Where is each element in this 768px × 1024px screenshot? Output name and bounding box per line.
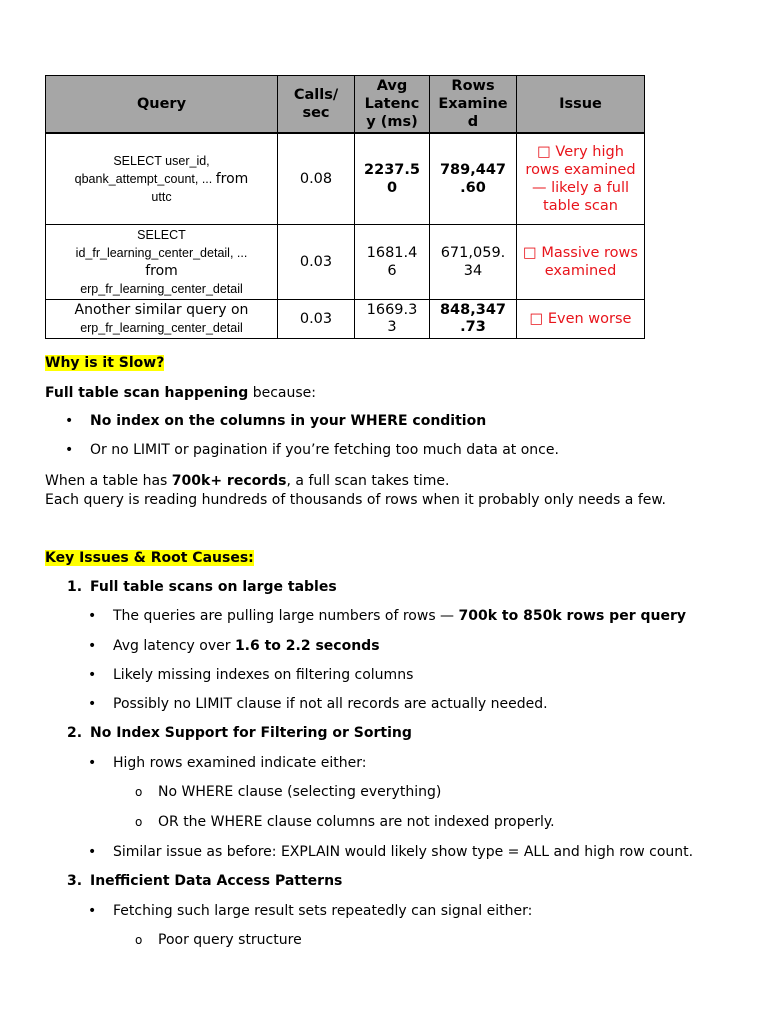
- text-run-bold: 700k to 850k rows per query: [458, 608, 686, 624]
- document-page: [45, 75, 725, 948]
- text-run: Avg latency over: [113, 638, 235, 654]
- sub-bullet-text: Poor query structure: [158, 932, 302, 948]
- item-number: 3.: [67, 873, 83, 889]
- item-title: No Index Support for Filtering or Sorting: [90, 725, 412, 741]
- sub-bullet-glyph: o: [135, 815, 143, 829]
- text-run-bold: 700k+ records: [171, 473, 287, 489]
- text-run-bold: 1.6 to 2.2 seconds: [234, 638, 380, 654]
- latency-cell: 2237.5 0: [355, 133, 430, 225]
- query-table-name: uttc: [151, 190, 172, 204]
- numbered-item-3: [67, 873, 343, 889]
- query-cell: [46, 133, 278, 225]
- key-heading: Key Issues & Root Causes:: [45, 550, 254, 566]
- bullet-text: Fetching such large result sets repeatedly can signal either:: [113, 903, 533, 919]
- bullet-text: Likely missing indexes on filtering columns: [113, 667, 414, 683]
- issue-cell: □ Very high rows examined — likely a full table scan: [517, 133, 645, 225]
- rows-cell: 671,059. 34: [430, 225, 517, 300]
- header-latency: Avg Latenc y (ms): [355, 76, 430, 134]
- item-title: Inefficient Data Access Patterns: [90, 873, 343, 889]
- item-title: Full table scans on large tables: [90, 579, 337, 595]
- list-item: [88, 608, 686, 624]
- query-from: from: [145, 263, 178, 279]
- bullet-text: Similar issue as before: EXPLAIN would likely show type = ALL and high row count.: [113, 844, 694, 860]
- list-item: [65, 413, 487, 429]
- why-bullet-2: Or no LIMIT or pagination if you’re fetching too much data at once.: [90, 442, 559, 458]
- sub-bullet-text: No WHERE clause (selecting everything): [158, 784, 442, 800]
- header-rows: Rows Examine d: [430, 76, 517, 134]
- sub-bullet-glyph: o: [135, 933, 143, 947]
- query-text: Another similar query on: [74, 302, 249, 318]
- query-from: from: [215, 171, 249, 187]
- why-lead-bold: Full table scan happening: [45, 385, 249, 401]
- query-text: SELECT user_id, qbank_attempt_count, ...: [74, 154, 213, 186]
- numbered-item-2: [67, 725, 412, 741]
- key-heading-line: [45, 549, 254, 568]
- query-table: [45, 75, 645, 339]
- table-row: [46, 133, 645, 225]
- sub-list-item: [135, 932, 302, 948]
- text-run: The queries are pulling large numbers of rows —: [113, 608, 459, 624]
- query-cell: [46, 300, 278, 339]
- calls-cell: 0.08: [278, 133, 355, 225]
- query-text: SELECT id_fr_learning_center_detail, ...: [75, 228, 248, 260]
- list-item: [88, 903, 533, 919]
- sub-list-item: [135, 814, 555, 830]
- why-lead-rest: because:: [248, 385, 316, 401]
- table-header-row: [46, 76, 645, 134]
- query-table-name: erp_fr_learning_center_detail: [80, 321, 243, 335]
- item-number: 2.: [67, 725, 83, 741]
- why-lead: [45, 384, 316, 403]
- header-issue: Issue: [517, 76, 645, 134]
- why-paragraph-2: Each query is reading hundreds of thousands of rows when it probably only needs a few.: [45, 492, 666, 508]
- table-row: [46, 225, 645, 300]
- numbered-item-1: [67, 579, 337, 595]
- bullet-text: High rows examined indicate either:: [113, 755, 367, 771]
- bullet-glyph: •: [88, 755, 97, 771]
- bullet-glyph: •: [65, 442, 74, 458]
- text-run: When a table has: [45, 473, 172, 489]
- list-item: [88, 667, 414, 683]
- why-heading-line: [45, 354, 164, 373]
- issue-cell: □ Massive rows examined: [517, 225, 645, 300]
- list-item: [88, 844, 694, 860]
- query-cell: [46, 225, 278, 300]
- calls-cell: 0.03: [278, 300, 355, 339]
- list-item: [88, 638, 380, 654]
- bullet-text: [113, 638, 380, 654]
- list-item: [88, 755, 367, 771]
- text-run: , a full scan takes time.: [286, 473, 450, 489]
- latency-cell: 1681.4 6: [355, 225, 430, 300]
- bullet-glyph: •: [88, 638, 97, 654]
- latency-cell: 1669.3 3: [355, 300, 430, 339]
- sub-list-item: [135, 784, 442, 800]
- item-number: 1.: [67, 579, 83, 595]
- bullet-text: Possibly no LIMIT clause if not all records are actually needed.: [113, 696, 548, 712]
- why-heading: Why is it Slow?: [45, 355, 165, 371]
- bullet-glyph: •: [88, 667, 97, 683]
- rows-cell: 848,347 .73: [430, 300, 517, 339]
- bullet-glyph: •: [88, 844, 97, 860]
- query-table-name: erp_fr_learning_center_detail: [80, 282, 243, 296]
- issue-cell: □ Even worse: [517, 300, 645, 339]
- header-calls: Calls/ sec: [278, 76, 355, 134]
- bullet-glyph: •: [88, 608, 97, 624]
- calls-cell: 0.03: [278, 225, 355, 300]
- why-paragraph-1: [45, 472, 449, 491]
- why-bullet-1: No index on the columns in your WHERE condition: [90, 413, 487, 429]
- sub-bullet-glyph: o: [135, 785, 143, 799]
- list-item: [65, 442, 559, 458]
- rows-cell: 789,447 .60: [430, 133, 517, 225]
- header-query: Query: [46, 76, 278, 134]
- bullet-text: [113, 608, 686, 624]
- bullet-glyph: •: [88, 903, 97, 919]
- table-row: [46, 300, 645, 339]
- list-item: [88, 696, 548, 712]
- bullet-glyph: •: [65, 413, 74, 429]
- sub-bullet-text: OR the WHERE clause columns are not indexed properly.: [158, 814, 555, 830]
- bullet-glyph: •: [88, 696, 97, 712]
